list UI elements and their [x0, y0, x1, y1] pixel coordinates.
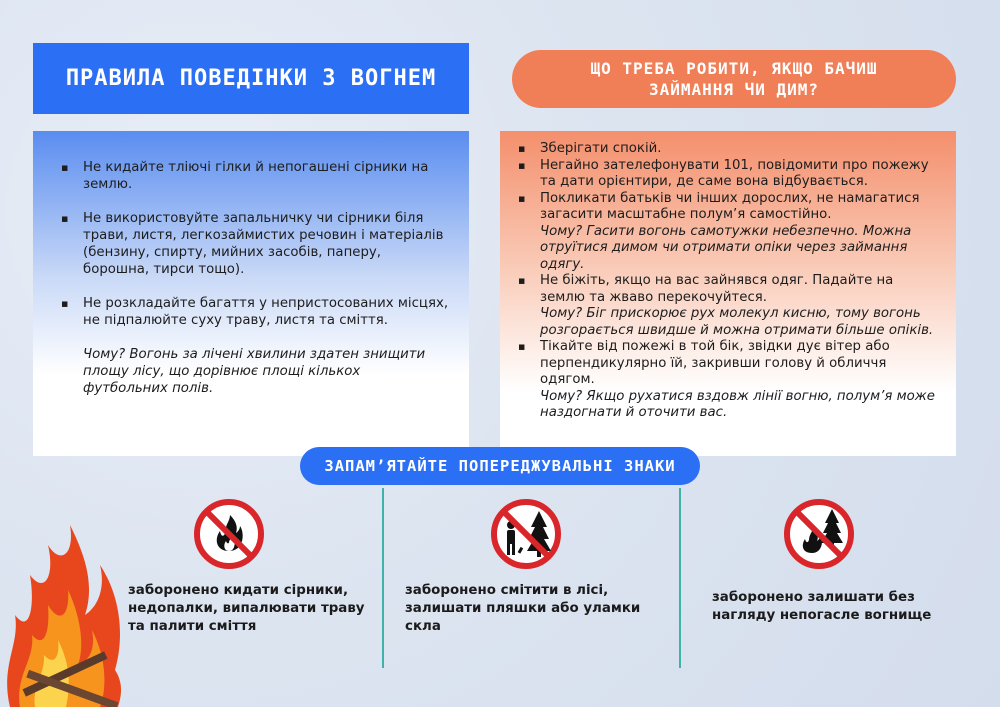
flame-decoration: [0, 455, 130, 707]
action-item: [540, 191, 936, 274]
action-text: Негайно зателефонувати 101, повідомити про пожежу та дати орієнтири, де саме вона відбувається.: [540, 157, 929, 189]
action-text: Покликати батьків чи інших дорослих, не намагатися загасити масштабне полум’я самостійно.: [540, 190, 920, 222]
action-item: [540, 273, 936, 339]
column-divider: [382, 488, 384, 668]
action-text: Тікайте від пожежі в той бік, звідки дує вітер або перпендикулярно їй, закривши голову й обличчя одягом.: [540, 339, 890, 387]
action-why-note: Чому? Гасити вогонь самотужки небезпечно. Можна отруїтися димом чи отримати опіки через займання одягу.: [540, 223, 912, 272]
warning-signs-header: [300, 447, 700, 485]
action-item: [540, 158, 936, 191]
warning-signs-title: ЗАПАМ’ЯТАЙТЕ ПОПЕРЕДЖУВАЛЬНІ ЗНАКИ: [324, 457, 676, 475]
sign-caption: заборонено залишати без нагляду непогасле вогнище: [712, 590, 932, 623]
action-why-note: Чому? Біг прискорює рух молекул кисню, тому вогонь розгорається швидше й можна отримати більше опіків.: [540, 306, 934, 338]
action-text: Не біжіть, якщо на вас зайнявся одяг. Падайте на землю та жваво перекочуйтеся.: [540, 273, 894, 305]
action-item: [540, 141, 936, 158]
what-to-do-title-line1: ЩО ТРЕБА РОБИТИ, ЯКЩО БАЧИШ: [590, 59, 878, 78]
no-fire-icon: [192, 497, 266, 571]
actions-list: [500, 131, 956, 422]
what-to-do-title-line2: ЗАЙМАННЯ ЧИ ДИМ?: [648, 80, 820, 99]
no-littering-icon: [489, 497, 563, 571]
rule-item: ▪ Не використовуйте запальничку чи сірники біля трави, листя, легкозаймистих речовин і матеріалів (бензину, спирту, мийних засобів, паперу, борошна, тирси тощо).: [83, 210, 449, 278]
column-divider: [679, 488, 681, 668]
sign-caption: заборонено кидати сірники, недопалки, випалювати траву та палити сміття: [128, 583, 365, 634]
sign-caption: заборонено смітити в лісі, залишати пляшки або уламки скла: [405, 583, 641, 634]
no-campfire-icon: [782, 497, 856, 571]
actions-panel: [500, 131, 956, 456]
what-to-do-header: [512, 50, 956, 108]
rules-panel: [33, 131, 469, 456]
rules-list: [33, 131, 469, 329]
action-text: Зберігати спокій.: [540, 141, 662, 156]
rules-header: [33, 43, 469, 114]
rules-why-note: Чому? Вогонь за лічені хвилини здатен знищити площу лісу, що дорівнює площі кількох футбольних полів.: [83, 347, 426, 396]
action-why-note: Чому? Якщо рухатися вздовж лінії вогню, полум’я може наздогнати й оточити вас.: [540, 388, 935, 420]
rules-title: ПРАВИЛА ПОВЕДІНКИ З ВОГНЕМ: [65, 66, 437, 91]
rule-item: ▪ Не розкладайте багаття у непристосованих місцях, не підпалюйте суху траву, листя та сміття.: [83, 295, 449, 329]
action-item: [540, 339, 936, 422]
rule-item: ▪ Не кидайте тліючі гілки й непогашені сірники на землю.: [83, 159, 449, 193]
